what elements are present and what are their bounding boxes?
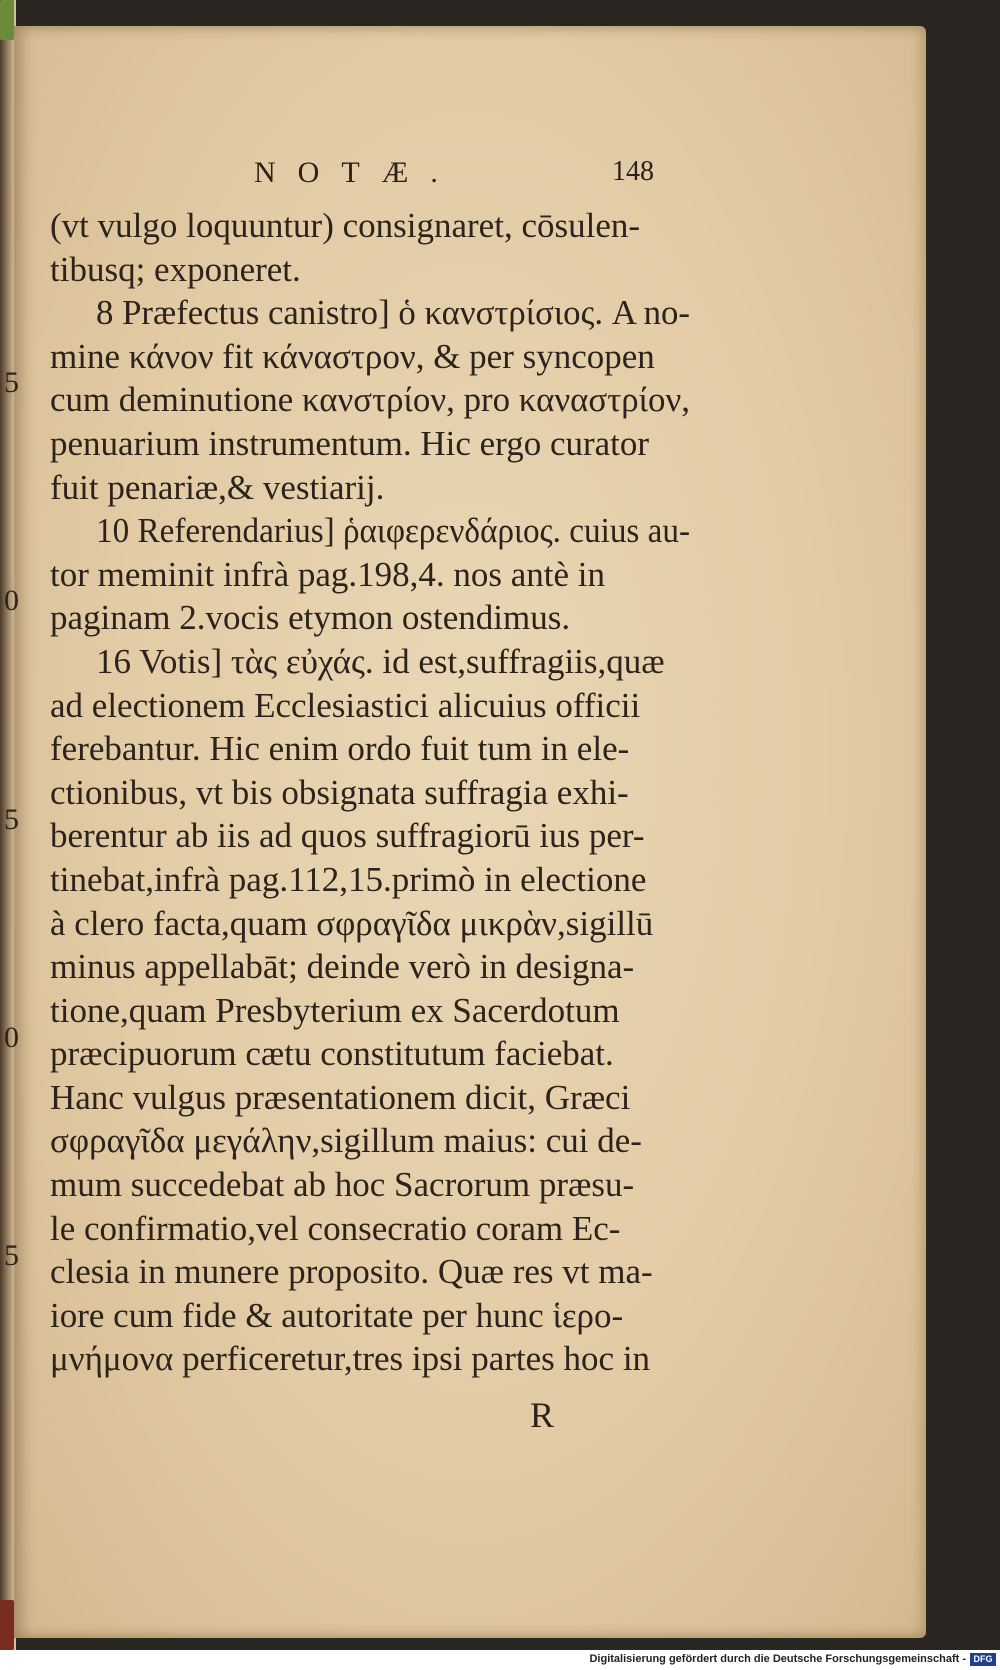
margin-line-number: 0 (4, 584, 19, 617)
running-head: NOTÆ. (254, 156, 460, 189)
text-line: 8 Præfectus canistro] ὁ κανστρίσιος. A no- (96, 293, 690, 333)
text-line: ad electionem Ecclesiastici alicuius officii (50, 685, 641, 725)
text-line: clesia in munere proposito. Quæ res vt ma- (50, 1252, 653, 1292)
text-line: paginam 2.vocis etymon ostendimus. (50, 598, 571, 638)
spine-stain (0, 1600, 14, 1650)
footer-bar (0, 1650, 1000, 1670)
footer-credit: Digitalisierung gefördert durch die Deutsche Forschungsgemeinschaft - (589, 1653, 966, 1665)
text-line: tibusq; exponeret. (50, 249, 301, 289)
catchword: R (530, 1395, 555, 1435)
text-line: cum deminutione κανστρίον, pro καναστρίον, (50, 380, 690, 420)
text-line: ferebantur. Hic enim ordo fuit tum in ele- (50, 729, 630, 769)
text-line: 10 Referendarius] ῥαιφερενδάριος. cuius au- (96, 511, 690, 551)
text-line: 16 Votis] τὰς εὐχάς. id est,suffragiis,quæ (96, 641, 665, 681)
text-line: ctionibus, vt bis obsignata suffragia exhi- (50, 772, 629, 812)
text-line: minus appellabāt; deinde verò in designa- (50, 947, 635, 987)
text-line: fuit penariæ,& vestiarij. (50, 467, 385, 507)
text-line: mum succedebat ab hoc Sacrorum præsu- (50, 1165, 635, 1205)
text-line: berentur ab iis ad quos suffragiorū ius per- (50, 816, 645, 856)
book-page (4, 26, 926, 1638)
text-line: mine κάνον fit κάναστρον, & per syncopen (50, 336, 655, 376)
dfg-logo: DFG (970, 1653, 996, 1666)
text-line: Hanc vulgus præsentationem dicit, Græci (50, 1077, 631, 1117)
margin-line-number: 5 (4, 1239, 19, 1272)
text-line: le confirmatio,vel consecratio coram Ec- (50, 1208, 621, 1248)
margin-line-number: 0 (4, 1021, 19, 1054)
margin-line-number: 5 (4, 366, 19, 399)
page-number: 148 (612, 156, 654, 187)
text-line: penuarium instrumentum. Hic ergo curator (50, 423, 650, 463)
text-line: tor meminit infrà pag.198,4. nos antè in (50, 554, 606, 594)
text-line: iore cum fide & autoritate per hunc ἱερο- (50, 1295, 624, 1335)
text-line: σφραγῖδα μεγάλην,sigillum maius: cui de- (50, 1121, 642, 1161)
text-line: præcipuorum cætu constitutum faciebat. (50, 1034, 614, 1074)
text-line: à clero facta,quam σφραγῖδα μικρὰν,sigillū (50, 903, 654, 943)
spine-stain (0, 0, 14, 40)
margin-line-number: 5 (4, 803, 19, 836)
text-line: μνήμονα perficeretur,tres ipsi partes hoc in (50, 1339, 651, 1379)
page-header (14, 156, 926, 196)
text-line: tione,quam Presbyterium ex Sacerdotum (50, 990, 620, 1030)
body-text (50, 204, 690, 1381)
text-line: tinebat,infrà pag.112,15.primò in electione (50, 859, 647, 899)
text-line: (vt vulgo loquuntur) consignaret, cōsulen- (50, 206, 641, 245)
